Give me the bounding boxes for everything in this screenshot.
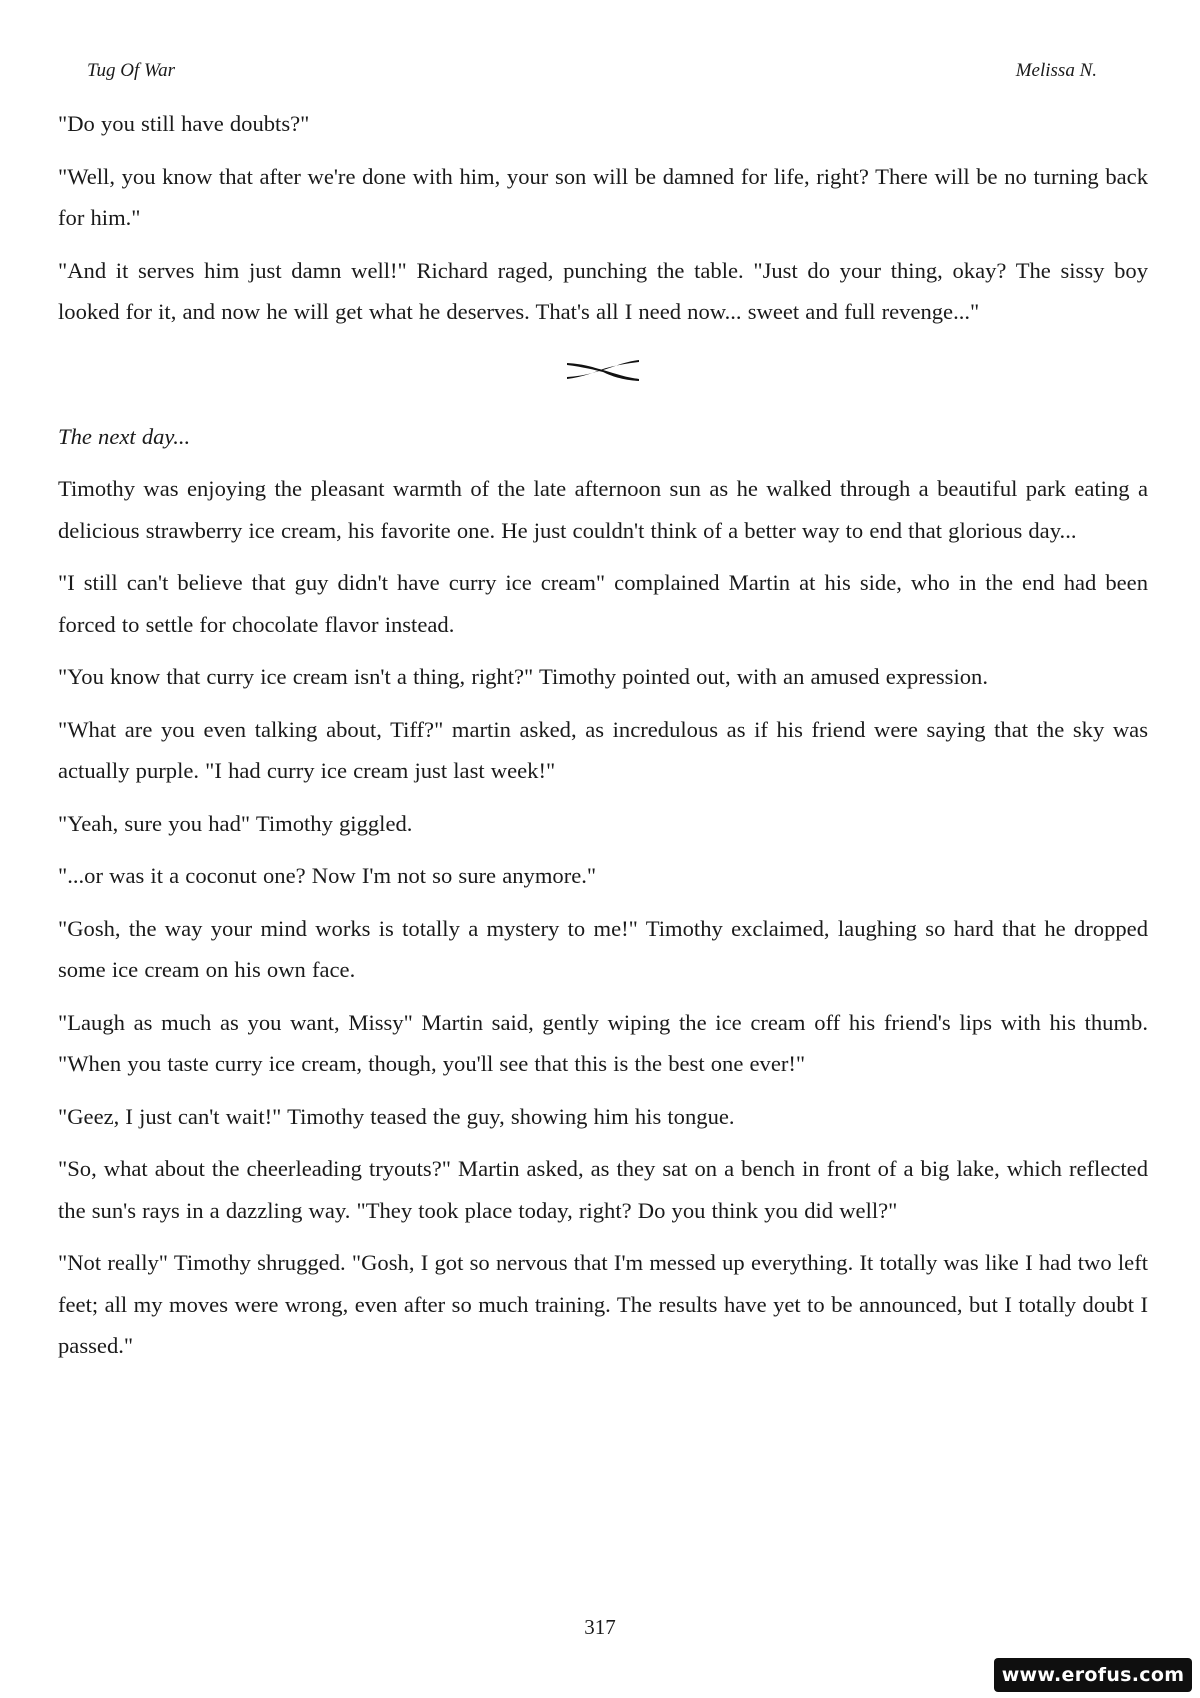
paragraph: "Not really" Timothy shrugged. "Gosh, I got so nervous that I'm messed up everything. It totally was like I had two left feet; all my moves were wrong, even after so much training. The results have yet to be announced, but I totally doubt I passed." <box>58 1250 1148 1358</box>
paragraph: "Well, you know that after we're done with him, your son will be damned for life, right? There will be no turning back for him." <box>58 163 1148 230</box>
paragraph: "And it serves him just damn well!" Richard raged, punching the table. "Just do your thing, okay? The sissy boy looked for it, and now he will get what he deserves. That's all I need now... sweet and full revenge..." <box>58 257 1148 324</box>
paragraph: "You know that curry ice cream isn't a thing, right?" Timothy pointed out, with an amused expression. <box>58 664 988 689</box>
author-name: Melissa N. <box>1015 60 1097 81</box>
paragraph: "I still can't believe that guy didn't have curry ice cream" complained Martin at his side, who in the end had been forced to settle for chocolate flavor instead. <box>58 570 1148 637</box>
paragraph: "Do you still have doubts?" <box>58 111 310 136</box>
paragraph: "So, what about the cheerleading tryouts?" Martin asked, as they sat on a bench in front of a big lake, which reflected the sun's rays in a dazzling way. "They took place today, right? Do you think you did well?" <box>58 1156 1148 1223</box>
running-header <box>87 60 1097 86</box>
scene-break-ornament-icon <box>563 358 643 382</box>
watermark-logo: www.erofus.com <box>994 1658 1192 1692</box>
page-number: 317 <box>584 1615 616 1639</box>
body-text <box>58 103 1148 1378</box>
scene-break <box>58 344 1148 396</box>
paragraph: "...or was it a coconut one? Now I'm not so sure anymore." <box>58 863 597 888</box>
paragraph: "Geez, I just can't wait!" Timothy teased the guy, showing him his tongue. <box>58 1103 735 1129</box>
paragraph: Timothy was enjoying the pleasant warmth of the late afternoon sun as he walked through a beautiful park eating a delicious strawberry ice cream, his favorite one. He just couldn't think of a better way to end that glorious day... <box>58 476 1148 543</box>
scene-heading: The next day... <box>58 423 191 449</box>
paragraph: "Yeah, sure you had" Timothy giggled. <box>58 810 413 836</box>
paragraph: "Laugh as much as you want, Missy" Martin said, gently wiping the ice cream off his friend's lips with his thumb. "When you taste curry ice cream, though, you'll see that this is the best one ever!" <box>58 1009 1148 1076</box>
paragraph: "What are you even talking about, Tiff?" martin asked, as incredulous as if his friend were saying that the sky was actually purple. "I had curry ice cream just last week!" <box>58 716 1148 783</box>
paragraph: "Gosh, the way your mind works is totally a mystery to me!" Timothy exclaimed, laughing so hard that he dropped some ice cream on his own face. <box>58 915 1148 982</box>
book-title: Tug Of War <box>87 60 175 81</box>
